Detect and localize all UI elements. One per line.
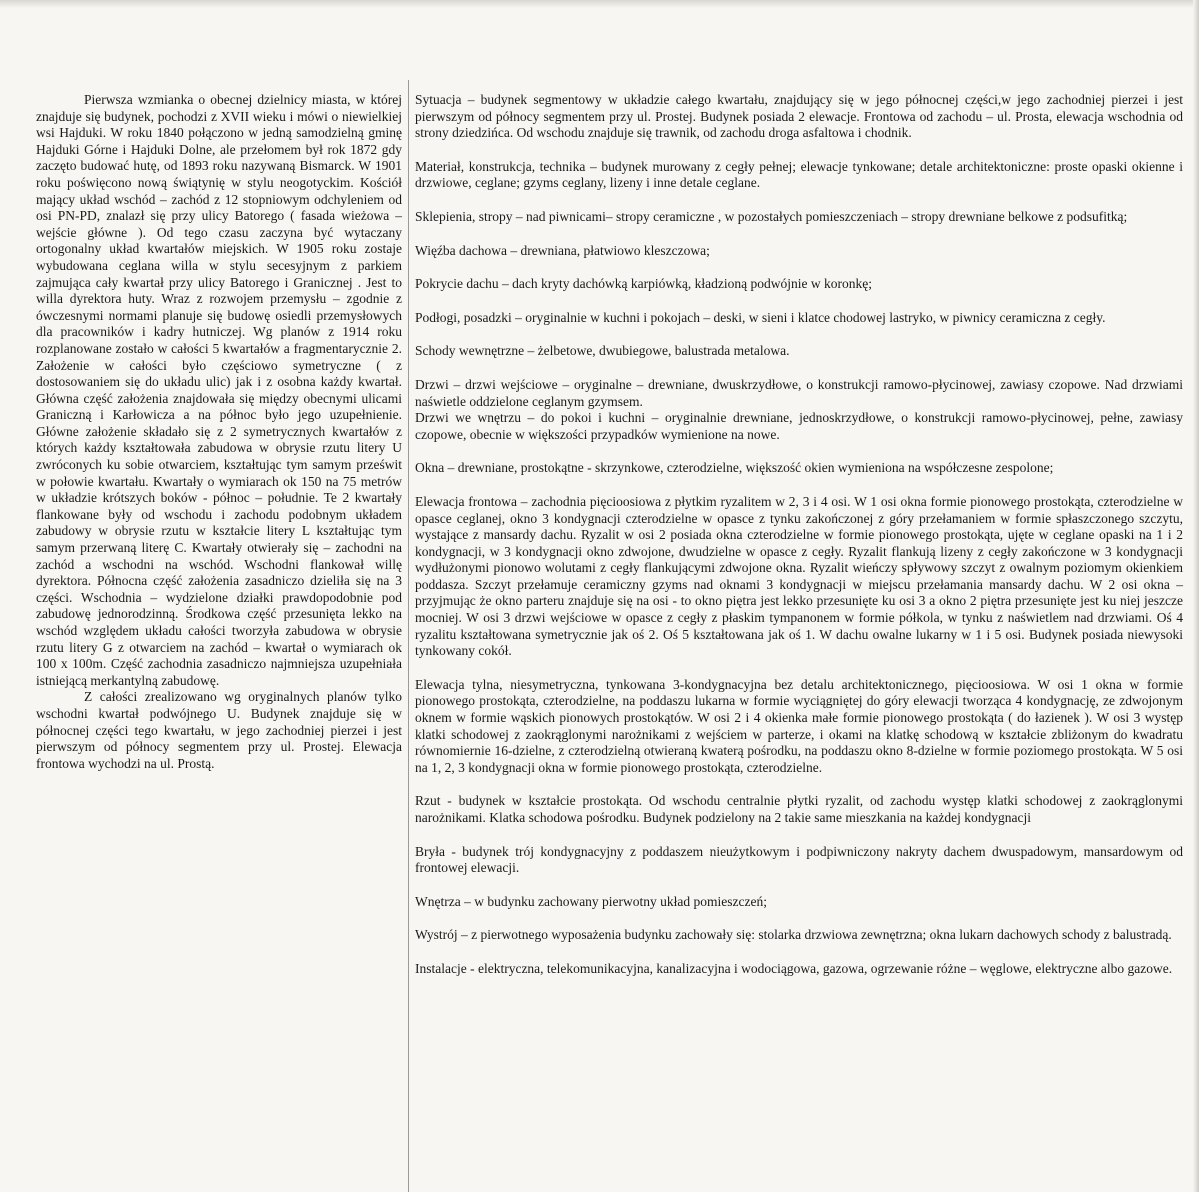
scan-edge-top xyxy=(0,0,1199,8)
section-podlogi: Podłogi, posadzki – oryginalnie w kuchni i pokojach – deski, w sieni i klatce chodowej lastryko, w piwnicy ceramiczna z cegły. xyxy=(415,309,1106,325)
section-sytuacja: Sytuacja – budynek segmentowy w układzie całego kwartału, znajdujący się w jego północnej części,w jego zachodniej pierzei i jest pierwszym od północy segmentem przy ul. Prostej. Budynek posiada 2 elewacje. Frontowa od zachodu – ul. Prosta, elewacja wschodnia od strony dziedzińca. Od wschodu znajduje się trawnik, od zachodu droga asfaltowa i chodnik. xyxy=(415,92,1183,141)
section-okna: Okna – drewniane, prostokątne - skrzynkowe, czterodzielne, większość okien wymieniona na współczesne zespolone; xyxy=(415,460,1054,476)
section-schody: Schody wewnętrzne – żelbetowe, dwubiegowe, balustrada metalowa. xyxy=(415,343,790,359)
section-drzwi: Drzwi – drzwi wejściowe – oryginalne – drewniane, dwuskrzydłowe, o konstrukcji ramowo-płycinowej, zawiasy czopowe. Nad drzwiami naświetle oddzielone ceglanym gzymsem. xyxy=(415,376,1183,409)
section-rzut: Rzut - budynek w kształcie prostokąta. Od wschodu centralnie płytki ryzalit, od zachodu występ klatki schodowej z zaokrąglonymi narożnikami. Klatka schodowa pośrodku. Budynek podzielony na 2 takie same mieszkania na każdej kondygnacji xyxy=(415,793,1183,825)
scan-edge-right xyxy=(1193,0,1199,1192)
history-paragraph-2: Z całości zrealizowano wg oryginalnych planów tylko wschodni kwartał podwójnego U. Budynek znajduje się w północnej części tego kwartału, w jego zachodniej pierzei i jest pierwszym od północy segmentem przy ul. Prostej. Elewacja frontowa wychodzi na ul. Prostą. xyxy=(36,689,402,771)
history-column xyxy=(36,92,402,772)
section-instalacje: Instalacje - elektryczna, telekomunikacyjna, kanalizacyjna i wodociągowa, gazowa, ogrzewanie różne – węglowe, elektryczne albo gazowe. xyxy=(415,960,1173,976)
section-drzwi-wnetrze: Drzwi we wnętrzu – do pokoi i kuchni – oryginalnie drewniane, jednoskrzydłowe, o konstrukcji ramowo-płycinowej, pełne, zawiasy czopowe, obecnie w większości przypadków wymienione na nowe. xyxy=(415,410,1183,442)
section-elewacja-frontowa: Elewacja frontowa – zachodnia pięcioosiowa z płytkim ryzalitem w 2, 3 i 4 osi. W 1 osi okna formie pionowego prostokąta, czterodzielne w opasce ceglanej, okno 3 kondygnacji czterodzielne w opasce z tynku zakończonej z góry przełamaniem w formie spłaszczonego szczytu, wystające z mansardy dachu. Ryzalit w osi 2 posiada okna czterodzielne w formie pionowego prostokąta, ujęte w ceglane opaski na 1 i 2 kondygnacji, w 3 kondygnacji okno zdwojone, dwudzielne w opasce z cegły. Ryzalit flankują lizeny z cegły zakończone w 3 kondygnacji wydłużonymi pionowo wolutami z cegły flankującymi zdwojone okna. Ryzalit wieńczy spływowy szczyt z owalnym poziomym okienkiem poddasza. Szczyt przełamuje ceramiczny gzyms nad oknami 3 kondygnacji w miejscu przełamania mansardy dachu. W 2 osi okna – przyjmując że okno parteru znajduje się na osi - to okno piętra jest lekko przesunięte ku osi 3 a okno 2 piętra przesunięte jest ku niej jeszcze mocniej. W osi 3 drzwi wejściowe w opasce z cegły z płaskim tympanonem w formie półkola, w tynku z naświetlem nad drzwiami. Oś 4 ryzalitu kształtowana symetrycznie jak oś 2. Oś 5 kształtowana jak oś 1. W dachu owalne lukarny w 1 i 5 osi. Budynek posiada niewysoki tynkowany cokół. xyxy=(415,493,1183,659)
history-paragraph-1: Pierwsza wzmianka o obecnej dzielnicy miasta, w której znajduje się budynek, pochodzi z XVII wieku i mówi o niewielkiej wsi Hajduki. W roku 1840 połączono w jedną samodzielną gminę Hajduki Górne i Hajduki Dolne, ale przełomem był rok 1872 gdy zaczęto budować hutę, od 1893 roku nazywaną Bismarck. W 1901 roku poświęcono nową świątynię w stylu neogotyckim. Kościół mający układ wschód – zachód z 12 stopniowym odchyleniem od osi PN-PD, znalazł się przy ulicy Batorego ( fasada wieżowa – wejście główne ). Od tego czasu zaczyna być wytaczany ortogonalny układ kwartałów miejskich. W 1905 roku zostaje wybudowana ceglana willa w stylu secesyjnym z parkiem zajmująca cały kwartał przy ulicy Batorego i Granicznej . Jest to willa dyrektora huty. Wraz z rozwojem przemysłu – zgodnie z ówczesnymi normami planuje się budowę osiedli przemysłowych dla pracowników i kadry hutniczej. Wg planów z 1914 roku rozplanowane zostało w całości 5 kwartałów a fragmentarycznie 2. Założenie w całości było częściowo symetryczne ( z dostosowaniem się do układu ulic) jak i z osobna każdy kwartał. Główna część założenia znajdowała się między obecnymi ulicami Graniczną i Karłowicza a na północ było jego uzupełnienie. Główne założenie składało się z 2 symetrycznych kwartałów z których każdy kształtowała zabudowa w obrysie rzutu litery U zwróconych ku sobie otwarciem, kształtując tym samym prześwit w połowie kwartału. Kwartały o wymiarach ok 150 na 75 metrów w układzie krótszych boków - północ – południe. Te 2 kwartały flankowane były od wschodu i zachodu podobnym układem zabudowy w obrysie rzutu w kształcie litery L kształtując tym samym przerwaną literę C. Kwartały otwierały się – zachodni na zachód a wschodni na wschód. Wschodni flankował willę dyrektora. Północna część założenia zasadniczo dzieliła się na 3 części. Wschodnia – wydzielone działki prawdopodobnie pod zabudowę jednorodzinną. Środkowa część przesunięta lekko na wschód względem układu całości tworzyła zabudowa w obrysie rzutu litery G z otwarciem na zachód – kwartał o wymiarach ok 100 x 100m. Część zachodnia zasadniczo najmniejsza uzupełniała istniejącą merkantylną zabudowę. xyxy=(36,92,402,688)
section-bryla: Bryła - budynek trój kondygnacyjny z poddaszem nieużytkowym i podpiwniczony nakryty dachem dwuspadowym, mansardowym od frontowej elewacji. xyxy=(415,843,1183,876)
section-sklepienia: Sklepienia, stropy – nad piwnicami– stropy ceramiczne , w pozostałych pomieszczeniach – stropy drewniane belkowe z podsufitką; xyxy=(415,208,1128,224)
section-elewacja-tylna: Elewacja tylna, niesymetryczna, tynkowana 3-kondygnacyjna bez detalu architektonicznego, pięcioosiowa. W osi 1 okna w formie pionowego prostokąta, czterodzielne, na poddaszu lukarna w formie wyciągniętej do góry elewacji tworząca 4 kondygnację, ze zdwojonym oknem w formie wąskich pionowych prostokątów. W osi 2 i 4 okienka małe formie pionowego prostokąta ( do łazienek ). W osi 3 występ klatki schodowej z zaokrąglonymi narożnikami z wejściem w parterze, i okami na klatkę schodową w kształcie zbliżonym do kwadratu równomiernie 16-dzielne, z czterodzielną otwieraną kwaterą pośrodku, na poddaszu okno 8-dzielne w formie poziomego prostokąta. W 5 osi na 1, 2, 3 kondygnacji okna w formie pionowego prostokąta, czterodzielne. xyxy=(415,676,1183,775)
section-wnetrza: Wnętrza – w budynku zachowany pierwotny układ pomieszczeń; xyxy=(415,893,768,909)
section-wystroj: Wystrój – z pierwotnego wyposażenia budynku zachowały się: stolarka drzwiowa zewnętrzna; okna lukarn dachowych schody z balustradą. xyxy=(415,927,1172,943)
description-column xyxy=(415,92,1183,995)
section-wiezba: Więźba dachowa – drewniana, płatwiowo kleszczowa; xyxy=(415,242,710,258)
section-pokrycie: Pokrycie dachu – dach kryty dachówką karpiówką, kładzioną podwójnie w koronkę; xyxy=(415,276,872,292)
column-divider xyxy=(408,80,409,1192)
section-material: Materiał, konstrukcja, technika – budynek murowany z cegły pełnej; elewacje tynkowane; detale architektoniczne: proste opaski okienne i drzwiowe, ceglane; gzyms ceglany, lizeny i inne detale ceglane. xyxy=(415,158,1183,191)
